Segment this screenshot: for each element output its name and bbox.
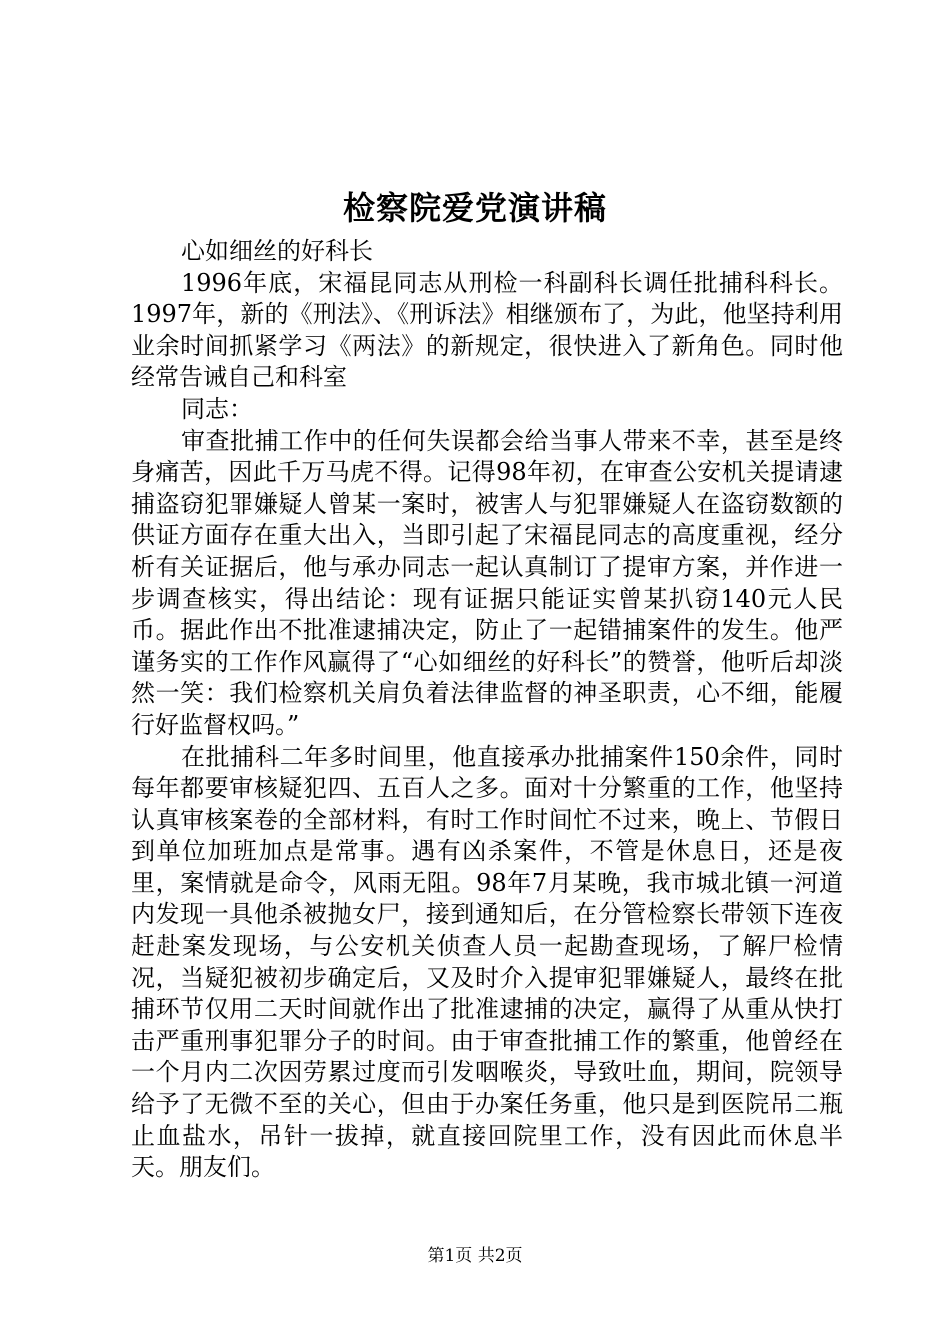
paragraph-1: 1996年底，宋福昆同志从刑检一科副科长调任批捕科科长。1997年，新的《刑法》、《刑诉法》相继颁布了，为此，他坚持利用业余时间抓紧学习《两法》的新规定，很快进入了新角色。同时他经常告诫自己和科室: [131, 268, 843, 392]
document-title: 检察院爱党演讲稿: [342, 189, 607, 227]
paragraph-2: 同志：: [181, 394, 253, 423]
paragraph-4: 在批捕科二年多时间里，他直接承办批捕案件150余件，同时每年都要审核疑犯四、五百人之多。面对十分繁重的工作，他坚持认真审核案卷的全部材料，有时工作时间忙不过来，晚上、节假日到单位加班加点是常事。遇有凶杀案件，不管是休息日，还是夜里，案情就是命令，风雨无阻。98年7月某晚，我市城北镇一河道内发现一具他杀被抛女尸，接到通知后，在分管检察长带领下连夜赶赴案发现场，与公安机关侦查人员一起勘查现场，了解尸检情况，当疑犯被初步确定后，又及时介入提审犯罪嫌疑人，最终在批捕环节仅用二天时间就作出了批准逮捕的决定，赢得了从重从快打击严重刑事犯罪分子的时间。由于审查批捕工作的繁重，他曾经在一个月内二次因劳累过度而引发咽喉炎，导致吐血，期间，院领导给予了无微不至的关心，但由于办案任务重，他只是到医院吊二瓶止血盐水，吊针一拔掉，就直接回院里工作，没有因此而休息半天。朋友们。: [131, 742, 843, 1182]
page-number-footer: 第1页 共2页: [427, 1246, 523, 1266]
paragraph-3: 审查批捕工作中的任何失误都会给当事人带来不幸，甚至是终身痛苦，因此千万马虎不得。记得98年初，在审查公安机关提请逮捕盗窃犯罪嫌疑人曾某一案时，被害人与犯罪嫌疑人在盗窃数额的供证方面存在重大出入，当即引起了宋福昆同志的高度重视，经分析有关证据后，他与承办同志一起认真制订了提审方案，并作进一步调查核实，得出结论：现有证据只能证实曾某扒窃140元人民币。据此作出不批准逮捕决定，防止了一起错捕案件的发生。他严谨务实的工作作风赢得了“心如细丝的好科长”的赞誉，他听后却淡然一笑：我们检察机关肩负着法律监督的神圣职责，心不细，能履行好监督权吗。”: [131, 426, 843, 739]
paragraph-subtitle: 心如细丝的好科长: [181, 237, 373, 265]
document-body: [131, 236, 843, 1184]
